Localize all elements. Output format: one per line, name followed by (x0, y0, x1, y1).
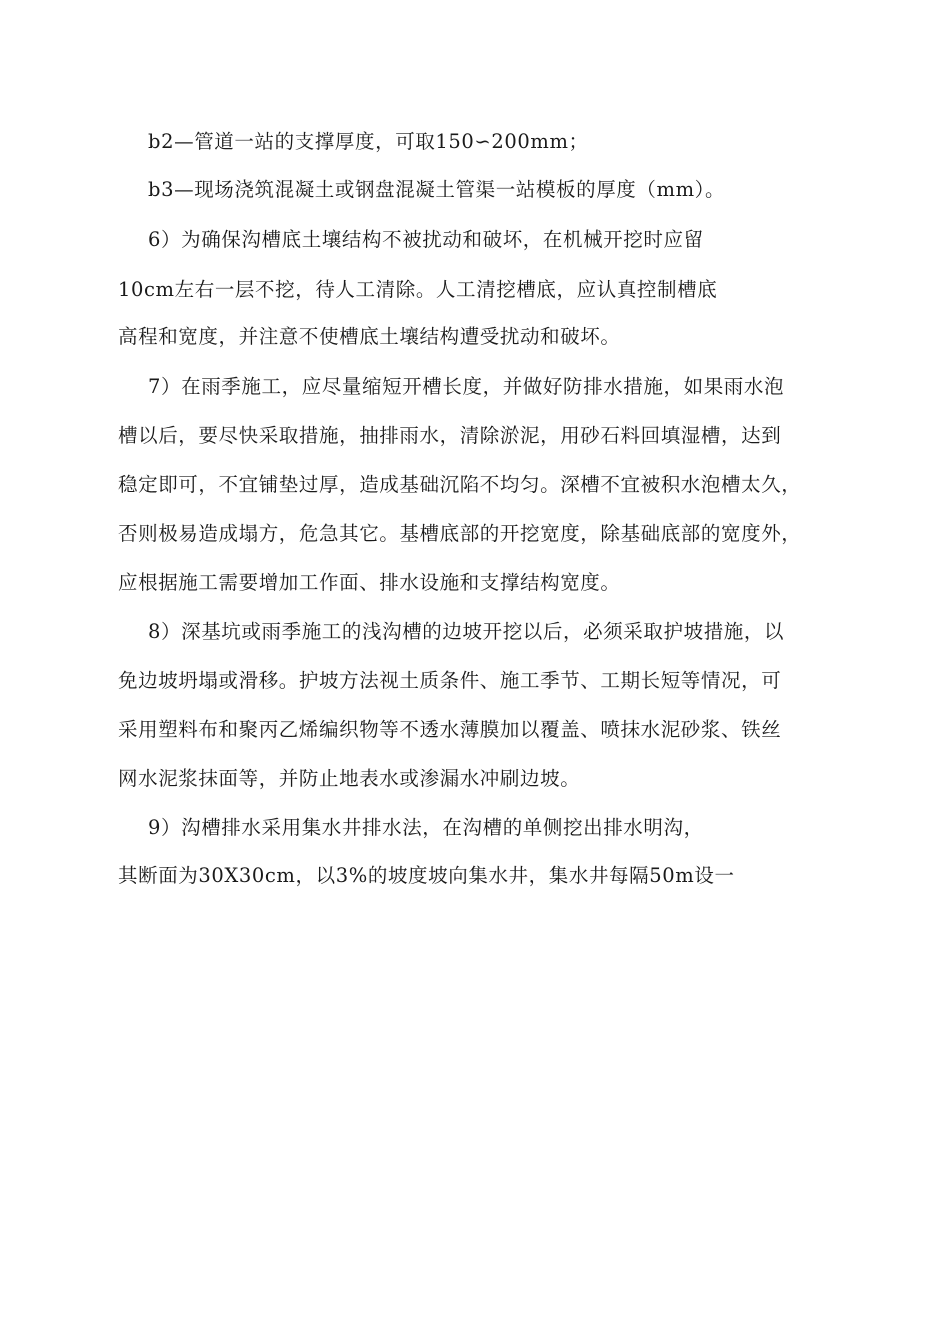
paragraph-7-line-2: 槽以后，要尽快采取措施，抽排雨水，清除淤泥，用砂石料回填湿槽，达到 (118, 424, 782, 447)
paragraph-8-line-1: 8）深基坑或雨季施工的浅沟槽的边坡开挖以后，必须采取护坡措施，以 (148, 620, 785, 643)
text-line-b2: b2—管道一站的支撑厚度，可取150∽200mm； (148, 130, 589, 153)
paragraph-8-line-4: 网水泥浆抹面等，并防止地表水或渗漏水冲刷边坡。 (118, 767, 581, 790)
paragraph-9-line-2: 其断面为30X30cm，以3%的坡度坡向集水井，集水井每隔50m设一 (118, 864, 735, 887)
paragraph-6-line-2: 10cm左右一层不挖，待人工清除。人工清挖槽底，应认真控制槽底 (118, 278, 718, 301)
paragraph-7-line-3: 稳定即可，不宜铺垫过厚，造成基础沉陷不均匀。深槽不宜被积水泡槽太久， (118, 473, 802, 496)
paragraph-6-line-1: 6）为确保沟槽底土壤结构不被扰动和破坏，在机械开挖时应留 (148, 228, 704, 251)
text-line-b3: b3—现场浇筑混凝土或钢盘混凝土管渠一站模板的厚度（mm）。 (148, 178, 726, 201)
paragraph-8-line-2: 免边坡坍塌或滑移。护坡方法视土质条件、施工季节、工期长短等情况，可 (118, 669, 782, 692)
paragraph-9-line-1: 9）沟槽排水采用集水井排水法，在沟槽的单侧挖出排水明沟， (148, 816, 704, 839)
paragraph-6-line-3: 高程和宽度，并注意不使槽底土壤结构遭受扰动和破坏。 (118, 325, 621, 348)
paragraph-7-line-4: 否则极易造成塌方，危急其它。基槽底部的开挖宽度，除基础底部的宽度外， (118, 522, 802, 545)
paragraph-7-line-1: 7）在雨季施工，应尽量缩短开槽长度，并做好防排水措施，如果雨水泡 (148, 375, 785, 398)
paragraph-7-line-5: 应根据施工需要增加工作面、排水设施和支撑结构宽度。 (118, 571, 621, 594)
paragraph-8-line-3: 采用塑料布和聚丙乙烯编织物等不透水薄膜加以覆盖、喷抹水泥砂浆、铁丝 (118, 718, 782, 741)
